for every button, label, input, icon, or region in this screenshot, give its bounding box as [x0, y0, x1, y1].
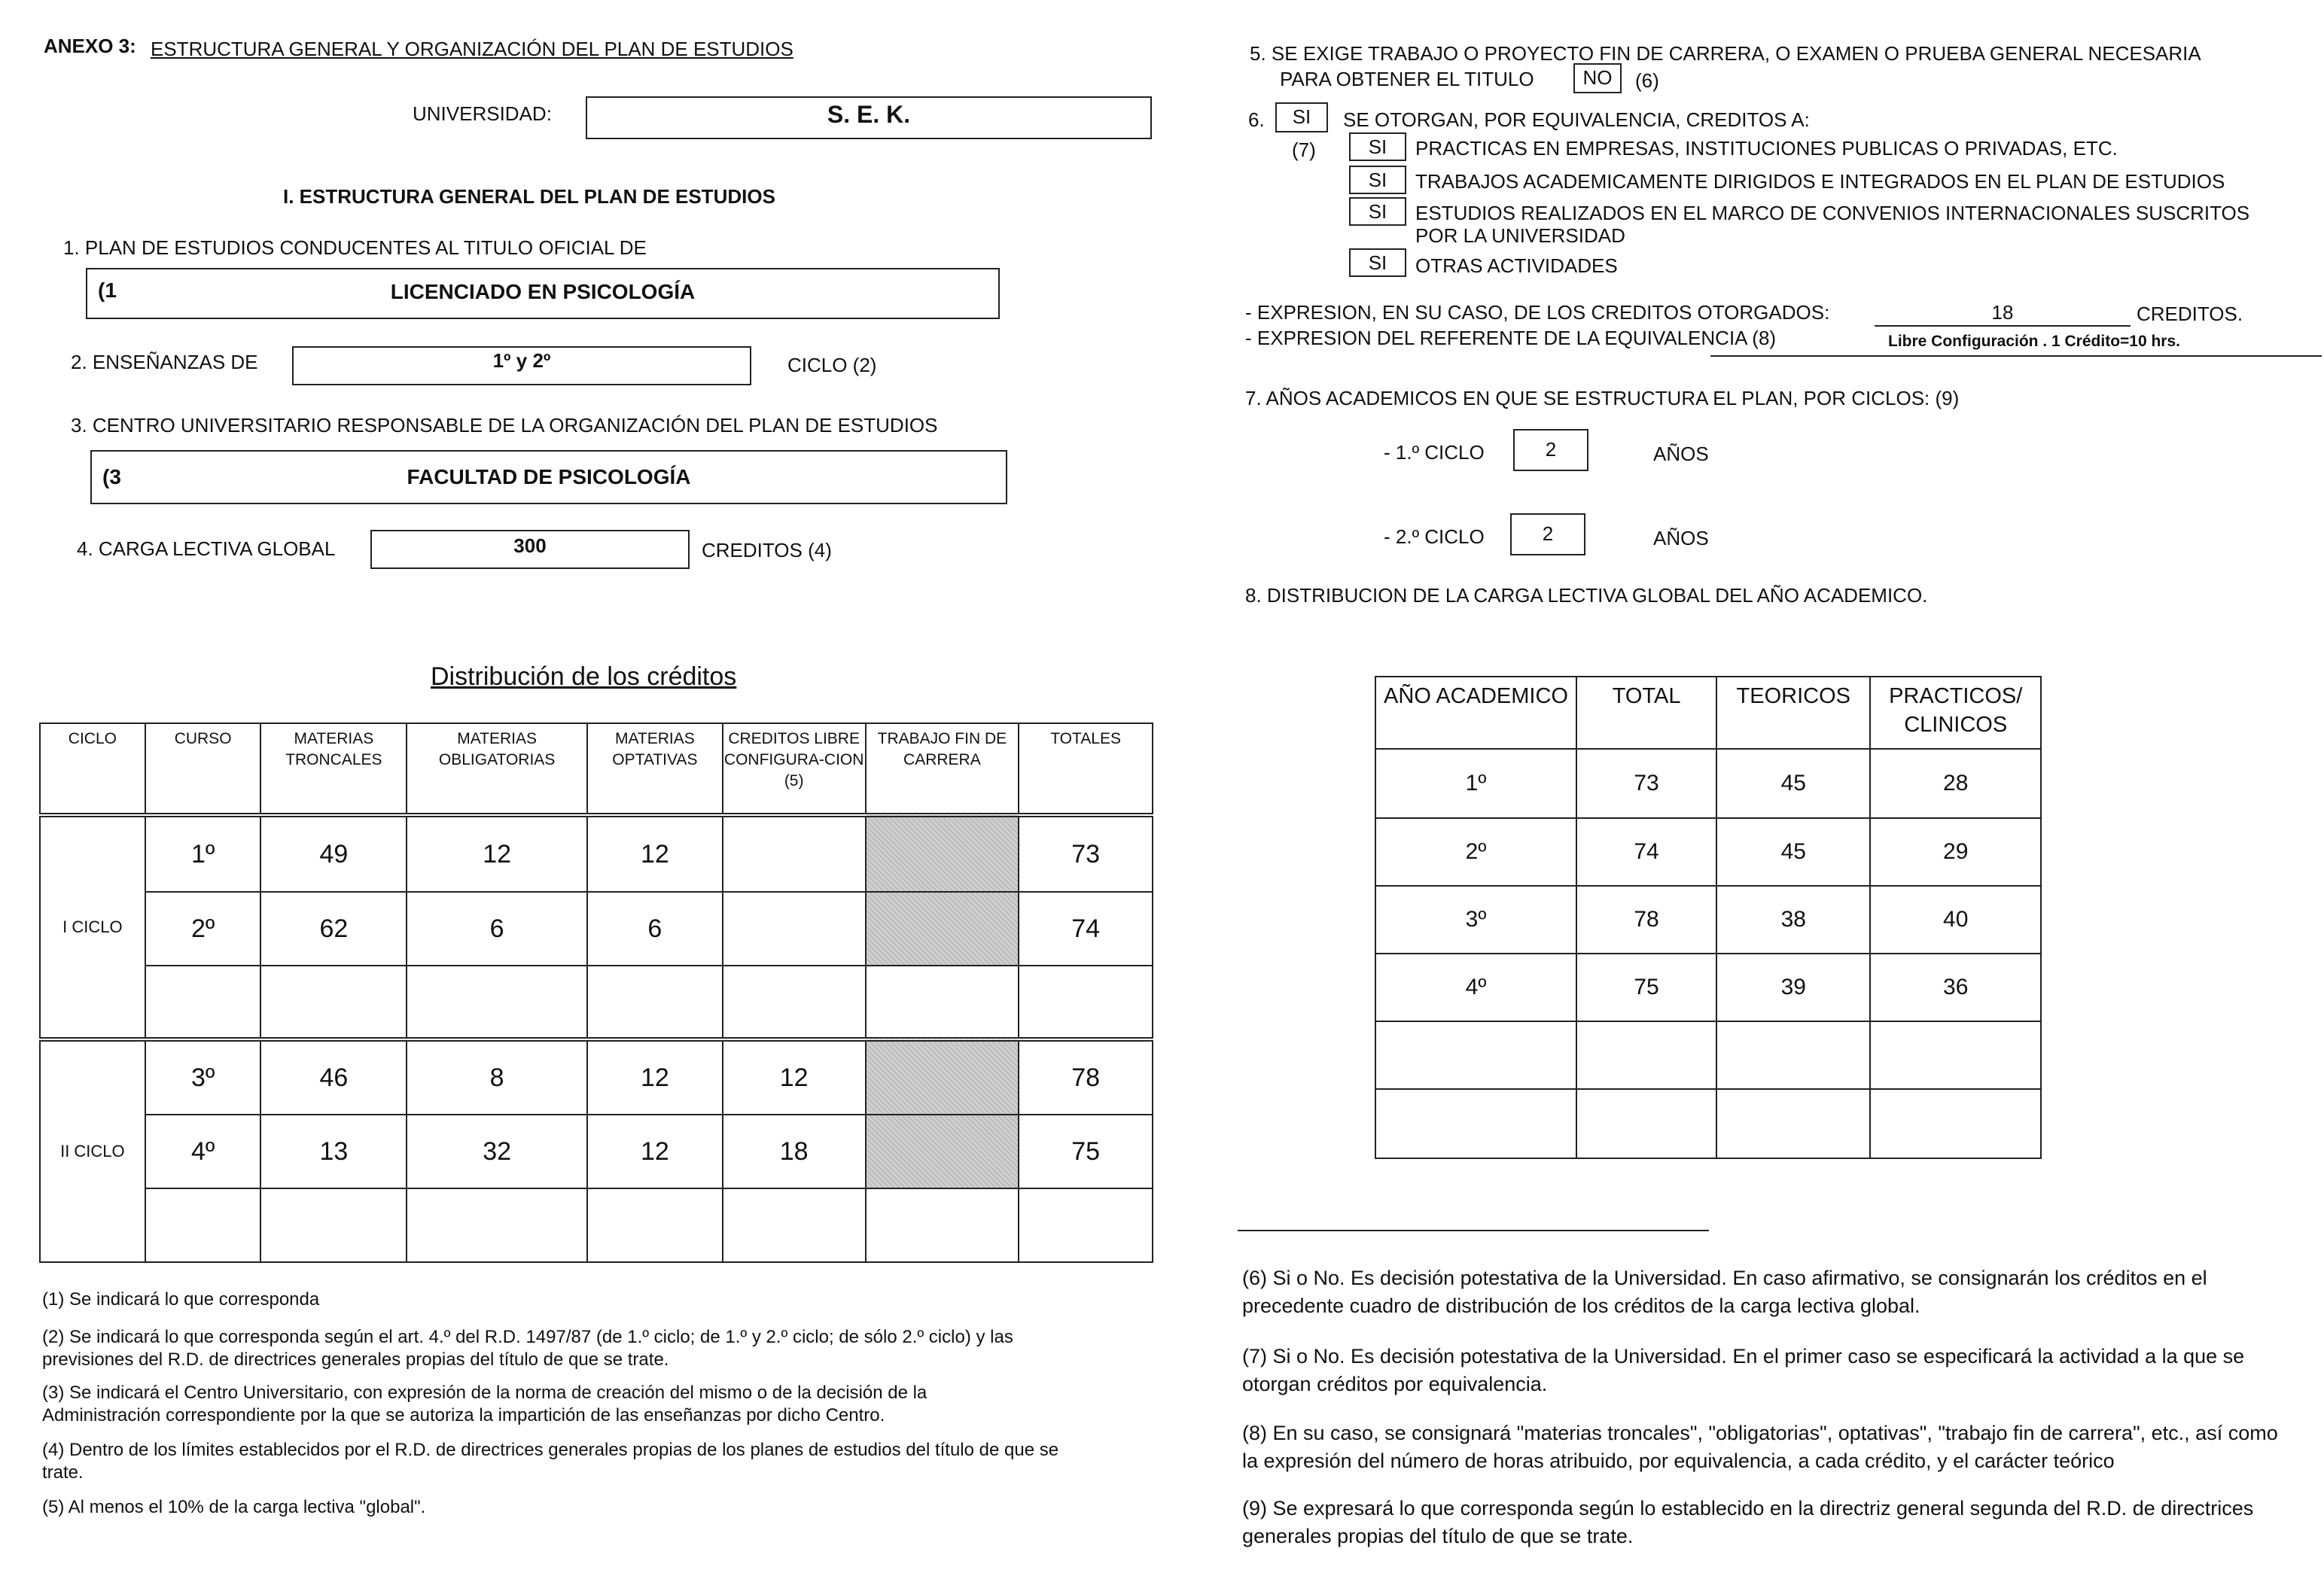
note-4: (4) Dentro de los límites establecidos por el R.D. de directrices generales propias de los planes de estudios del título de que se trate. [42, 1440, 1059, 1483]
expr1-value: 18 [1991, 301, 2014, 324]
table-row [40, 1188, 1153, 1262]
option-4-text: OTRAS ACTIVIDADES [1415, 254, 1618, 277]
cell-curso: 1º [145, 815, 261, 892]
item7-label: 7. AÑOS ACADEMICOS EN QUE SE ESTRUCTURA EL PLAN, POR CICLOS: (9) [1245, 387, 1960, 409]
note-3: (3) Se indicará el Centro Universitario, con expresión de la norma de creación del mismo o de la decisión de la Administración correspondiente por la que se autoriza la impartición de las enseñanzas por dicho Centro. [42, 1383, 927, 1425]
item4-suffix: CREDITOS (4) [702, 539, 832, 561]
item2-suffix: CICLO (2) [787, 354, 877, 376]
cell-total [1576, 1089, 1716, 1158]
distribution-title: Distribución de los créditos [431, 662, 737, 691]
cell-trabajo-shaded [866, 815, 1019, 892]
cell-troncales [260, 966, 407, 1039]
cell-obligatorias: 32 [407, 1115, 587, 1188]
cell-trabajo [866, 966, 1019, 1039]
cell-libre [723, 966, 866, 1039]
cell-curso: 4º [145, 1115, 261, 1188]
item1-label: 1. PLAN DE ESTUDIOS CONDUCENTES AL TITULO OFICIAL DE [63, 236, 647, 259]
cell-teoricos: 38 [1716, 886, 1870, 954]
cell-ano: 2º [1375, 818, 1576, 886]
item6-note: (7) [1292, 138, 1316, 161]
ciclo2-unit: AÑOS [1653, 527, 1709, 549]
cell-total [1576, 1021, 1716, 1089]
header-libre: CREDITOS LIBRE CONFIGURA-CION (5) [723, 723, 866, 815]
item4-label: 4. CARGA LECTIVA GLOBAL [77, 537, 336, 560]
table-row [1375, 886, 2041, 954]
cell-ano: 3º [1375, 886, 1576, 954]
item5-note: (6) [1635, 69, 1659, 92]
titulo-value: LICENCIADO EN PSICOLOGÍA [390, 280, 696, 303]
expr2-label: - EXPRESION DEL REFERENTE DE LA EQUIVALENCIA (8) [1245, 327, 1777, 349]
item3-label: 3. CENTRO UNIVERSITARIO RESPONSABLE DE LA ORGANIZACIÓN DEL PLAN DE ESTUDIOS [71, 414, 938, 437]
cell-total: 75 [1576, 954, 1716, 1021]
academic-year-table [1375, 676, 2042, 1159]
item2-label: 2. ENSEÑANZAS DE [71, 351, 258, 373]
cell-ano [1375, 1089, 1576, 1158]
expr1-suffix: CREDITOS. [2137, 303, 2243, 325]
ensenanzas-value: 1º y 2º [492, 349, 551, 372]
cell-libre [723, 1188, 866, 1262]
table-row [40, 1115, 1153, 1188]
cell-troncales: 46 [260, 1039, 407, 1115]
option-4-value: SI [1368, 251, 1387, 274]
note-8: (8) En su caso, se consignará "materias troncales", "obligatorias", optativas", "trabajo fin de carrera", etc., así como la expresión del número de horas atribuido, por equivalencia, a cada crédito, y el carácter teórico [1242, 1422, 2278, 1472]
item5-value: NO [1582, 66, 1613, 89]
cell-trabajo-shaded [866, 1115, 1019, 1188]
cell-obligatorias: 12 [407, 815, 587, 892]
anexo-label: ANEXO 3: [44, 35, 136, 57]
note-6: (6) Si o No. Es decisión potestativa de la Universidad. En caso afirmativo, se consignarán los créditos en el precedente cuadro de distribución de los créditos de la carga lectiva global. [1242, 1267, 2207, 1317]
section-title: I. ESTRUCTURA GENERAL DEL PLAN DE ESTUDIOS [283, 185, 775, 208]
universidad-label: UNIVERSIDAD: [413, 102, 552, 125]
item6-value: SI [1292, 105, 1311, 128]
cell-trabajo [866, 1188, 1019, 1262]
expr1-underline [1875, 325, 2131, 327]
cell-practicos: 36 [1870, 954, 2041, 1021]
header-ano: AÑO ACADEMICO [1375, 677, 1576, 749]
cell-ano: 4º [1375, 954, 1576, 1021]
cell-total: 78 [1576, 886, 1716, 954]
item5-line1: 5. SE EXIGE TRABAJO O PROYECTO FIN DE CARRERA, O EXAMEN O PRUEBA GENERAL NECESARIA [1250, 42, 2201, 65]
cell-teoricos [1716, 1089, 1870, 1158]
header-total: TOTAL [1576, 677, 1716, 749]
ciclo-2-label: II CICLO [40, 1039, 145, 1262]
anexo-title: ESTRUCTURA GENERAL Y ORGANIZACIÓN DEL PLAN DE ESTUDIOS [151, 38, 793, 60]
credit-distribution-table [39, 723, 1153, 1263]
cell-practicos: 40 [1870, 886, 2041, 954]
cell-optativas [587, 966, 723, 1039]
cell-teoricos: 45 [1716, 749, 1870, 818]
cell-troncales: 49 [260, 815, 407, 892]
table-row [40, 892, 1153, 966]
header-trabajo: TRABAJO FIN DE CARRERA [866, 723, 1019, 815]
cell-libre: 12 [723, 1039, 866, 1115]
cell-totales: 75 [1019, 1115, 1153, 1188]
cell-libre: 18 [723, 1115, 866, 1188]
cell-troncales: 13 [260, 1115, 407, 1188]
header-troncales: MATERIAS TRONCALES [260, 723, 407, 815]
cell-libre [723, 892, 866, 966]
cell-obligatorias [407, 966, 587, 1039]
ciclo1-value: 2 [1545, 438, 1557, 461]
table-row [40, 966, 1153, 1039]
cell-optativas: 12 [587, 1115, 723, 1188]
cell-totales: 74 [1019, 892, 1153, 966]
cell-obligatorias: 6 [407, 892, 587, 966]
expr1-label: - EXPRESION, EN SU CASO, DE LOS CREDITOS OTORGADOS: [1245, 301, 1830, 324]
cell-ano: 1º [1375, 749, 1576, 818]
table-row [40, 815, 1153, 892]
expr2-value: Libre Configuración . 1 Crédito=10 hrs. [1888, 333, 2180, 350]
cell-optativas: 12 [587, 1039, 723, 1115]
cell-trabajo-shaded [866, 892, 1019, 966]
option-1-text: PRACTICAS EN EMPRESAS, INSTITUCIONES PUBLICAS O PRIVADAS, ETC. [1415, 137, 2118, 160]
table-row [1375, 749, 2041, 818]
ciclo1-label: - 1.º CICLO [1384, 441, 1485, 464]
expr2-underline [1710, 355, 2322, 357]
option-3-text: ESTUDIOS REALIZADOS EN EL MARCO DE CONVENIOS INTERNACIONALES SUSCRITOS [1415, 202, 2250, 224]
cell-totales [1019, 1188, 1153, 1262]
cell-obligatorias: 8 [407, 1039, 587, 1115]
cell-trabajo-shaded [866, 1039, 1019, 1115]
header-curso: CURSO [145, 723, 261, 815]
cell-totales [1019, 966, 1153, 1039]
centro-value: FACULTAD DE PSICOLOGÍA [407, 465, 691, 488]
cell-optativas: 6 [587, 892, 723, 966]
cell-totales: 78 [1019, 1039, 1153, 1115]
cell-curso [145, 966, 261, 1039]
table-row [40, 1039, 1153, 1115]
cell-practicos [1870, 1021, 2041, 1089]
table-row [1375, 1089, 2041, 1158]
item6-num: 6. [1248, 108, 1265, 131]
item6-label: SE OTORGAN, POR EQUIVALENCIA, CREDITOS A: [1343, 108, 1810, 131]
cell-practicos [1870, 1089, 2041, 1158]
cell-total: 74 [1576, 818, 1716, 886]
cell-obligatorias [407, 1188, 587, 1262]
ciclo-1-label: I CICLO [40, 815, 145, 1039]
cell-teoricos [1716, 1021, 1870, 1089]
cell-optativas: 12 [587, 815, 723, 892]
option-1-value: SI [1368, 135, 1387, 158]
cell-teoricos: 39 [1716, 954, 1870, 1021]
header-optativas: MATERIAS OPTATIVAS [587, 723, 723, 815]
cell-practicos: 28 [1870, 749, 2041, 818]
cell-troncales [260, 1188, 407, 1262]
cell-curso [145, 1188, 261, 1262]
header-ciclo: CICLO [40, 723, 145, 815]
header-totales: TOTALES [1019, 723, 1153, 815]
ciclo1-unit: AÑOS [1653, 443, 1709, 465]
cell-libre [723, 815, 866, 892]
universidad-value: S. E. K. [827, 101, 911, 128]
footnote-divider [1238, 1230, 1709, 1231]
cell-total: 73 [1576, 749, 1716, 818]
note-7: (7) Si o No. Es decisión potestativa de la Universidad. En el primer caso se especificará la actividad a la que se otorgan créditos por equivalencia. [1242, 1345, 2245, 1395]
item5-line2: PARA OBTENER EL TITULO [1280, 68, 1534, 90]
header-teoricos: TEORICOS [1716, 677, 1870, 749]
item8-label: 8. DISTRIBUCION DE LA CARGA LECTIVA GLOBAL DEL AÑO ACADEMICO. [1245, 584, 1928, 607]
carga-value: 300 [513, 534, 547, 557]
cell-optativas [587, 1188, 723, 1262]
cell-curso: 2º [145, 892, 261, 966]
cell-practicos: 29 [1870, 818, 2041, 886]
item1-note: (1 [98, 278, 117, 302]
note-5: (5) Al menos el 10% de la carga lectiva "global". [42, 1497, 426, 1517]
item3-note: (3 [102, 465, 121, 488]
table-row [1375, 818, 2041, 886]
cell-curso: 3º [145, 1039, 261, 1115]
cell-teoricos: 45 [1716, 818, 1870, 886]
note-9: (9) Se expresará lo que corresponda según lo establecido en la directriz general segunda del R.D. de directrices generales propias del título de que se trate. [1242, 1497, 2254, 1547]
header-obligatorias: MATERIAS OBLIGATORIAS [407, 723, 587, 815]
header-practicos: PRACTICOS/ CLINICOS [1870, 677, 2041, 749]
ciclo2-label: - 2.º CICLO [1384, 525, 1485, 548]
cell-troncales: 62 [260, 892, 407, 966]
option-2-text: TRABAJOS ACADEMICAMENTE DIRIGIDOS E INTEGRADOS EN EL PLAN DE ESTUDIOS [1415, 170, 2225, 193]
table-row [1375, 1021, 2041, 1089]
option-3-value: SI [1368, 200, 1387, 223]
note-1: (1) Se indicará lo que corresponda [42, 1289, 320, 1310]
cell-ano [1375, 1021, 1576, 1089]
option-2-value: SI [1368, 169, 1387, 191]
table-row [1375, 954, 2041, 1021]
ciclo2-value: 2 [1542, 522, 1554, 545]
note-2: (2) Se indicará lo que corresponda según el art. 4.º del R.D. 1497/87 (de 1.º ciclo; de 1.º y 2.º ciclo; de sólo 2.º ciclo) y las previsiones del R.D. de directrices generales propias del título de que se trate. [42, 1327, 1013, 1370]
cell-totales: 73 [1019, 815, 1153, 892]
option-3-text2: POR LA UNIVERSIDAD [1415, 224, 1625, 247]
